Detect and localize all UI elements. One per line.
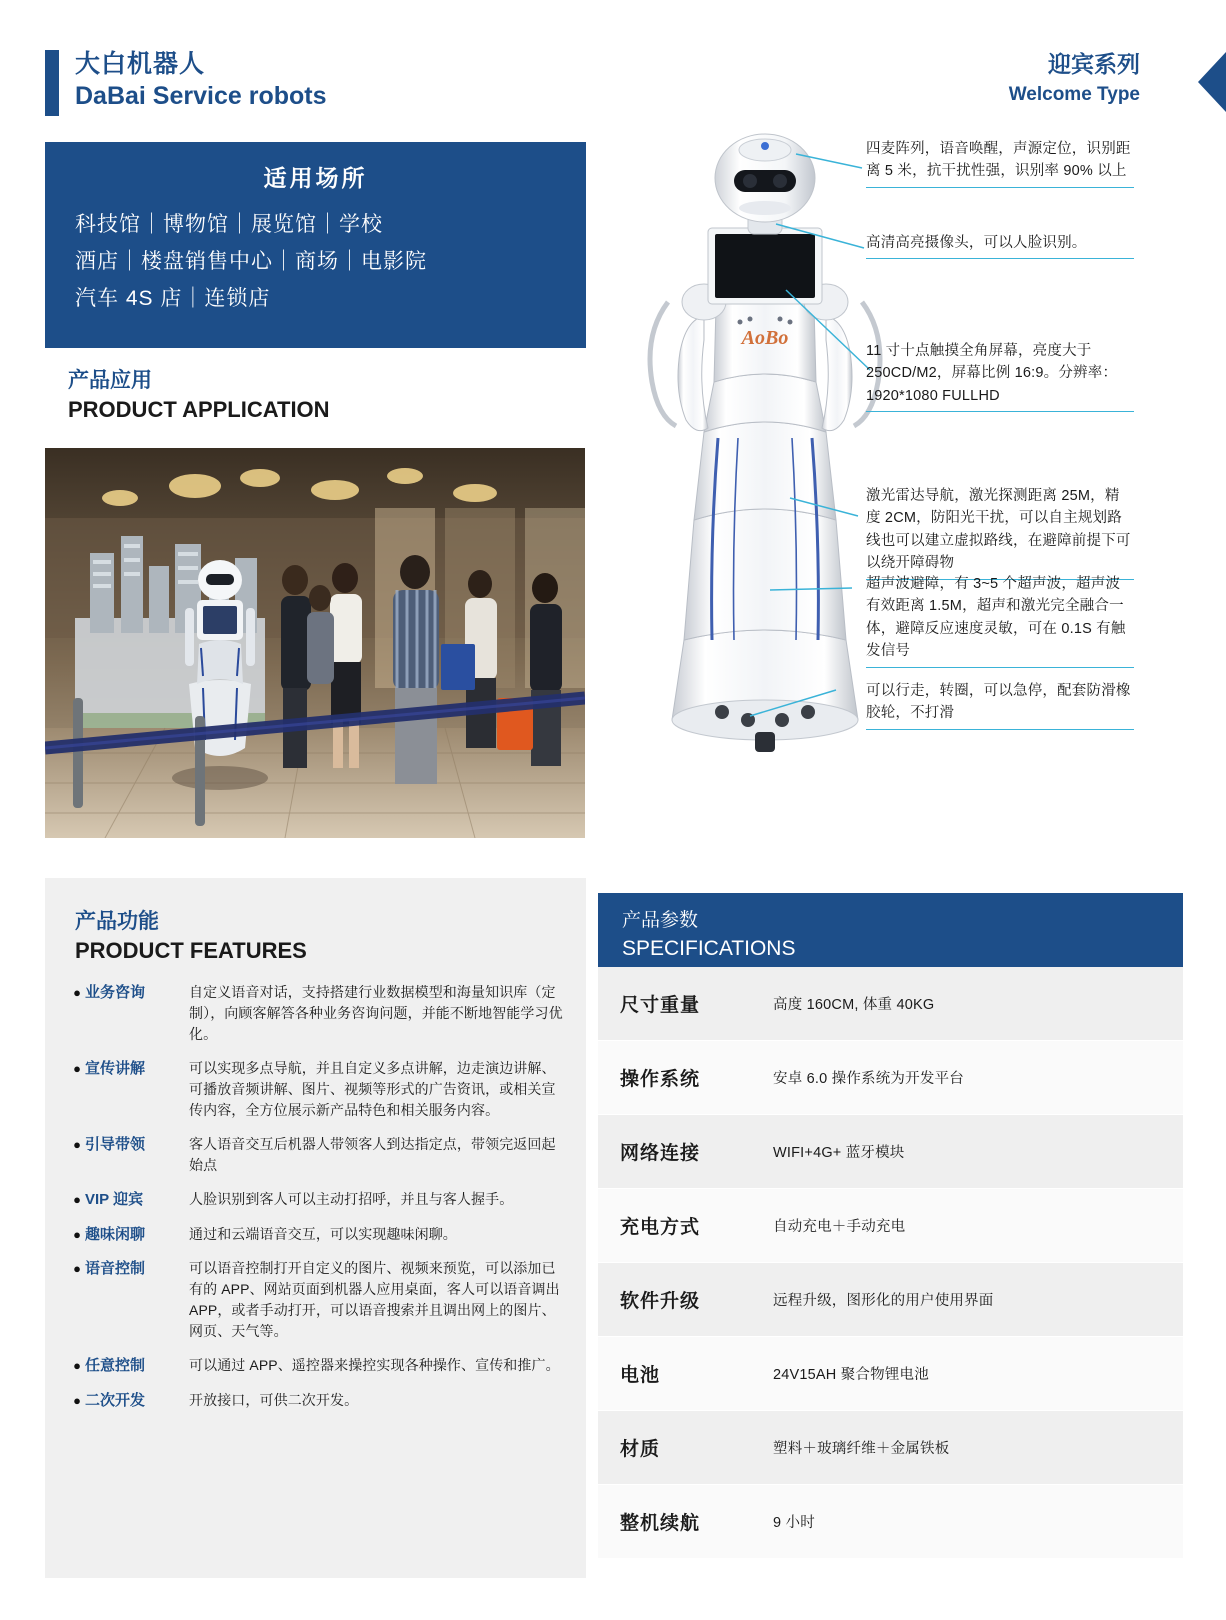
venue-line-1: 科技馆｜博物馆｜展览馆｜学校 bbox=[75, 213, 383, 236]
bullet-icon: ● bbox=[73, 984, 81, 1000]
bullet-icon: ● bbox=[73, 1191, 81, 1207]
callout-screen-rule bbox=[866, 411, 1134, 412]
feature-description: 可以语音控制打开自定义的图片、视频来预览，可以添加已有的 APP、网站页面到机器人应用桌面，客人可以语音调出 APP，或者手动打开，可以语音搜索并且调出网上的图片、网页、天气等。 bbox=[189, 1260, 560, 1340]
feature-item bbox=[69, 1224, 564, 1246]
feature-name: 趣味闲聊 bbox=[85, 1225, 146, 1243]
specifications-panel bbox=[598, 893, 1183, 1583]
feature-name: 任意控制 bbox=[85, 1357, 146, 1375]
spec-value: 塑料＋玻璃纤维＋金属铁板 bbox=[773, 1441, 950, 1457]
feature-name: 引导带领 bbox=[85, 1135, 146, 1153]
callout-ultrasonic-rule bbox=[866, 667, 1134, 668]
callout-ultrasonic bbox=[866, 573, 1134, 663]
header-accent-bar bbox=[45, 50, 59, 116]
application-photo bbox=[45, 448, 585, 838]
feature-name: 语音控制 bbox=[85, 1260, 146, 1278]
bullet-icon: ● bbox=[73, 1393, 81, 1409]
feature-description: 可以实现多点导航，并且自定义多点讲解，边走演边讲解、可播放音频讲解、图片、视频等形式的广告资讯，或相关宣传内容，全方位展示新产品特色和相关服务内容。 bbox=[189, 1059, 556, 1118]
spec-label: 软件升级 bbox=[620, 1291, 701, 1312]
callout-microphone-text: 四麦阵列，语音唤醒，声源定位，识别距离 5 米，抗干扰性强，识别率 90% 以上 bbox=[866, 141, 1131, 180]
robot-brand-label: AoBo bbox=[741, 327, 789, 349]
product-application-heading bbox=[68, 368, 330, 425]
spec-value: 安卓 6.0 操作系统为开发平台 bbox=[773, 1071, 964, 1087]
feature-description: 可以通过 APP、遥控器来操控实现各种操作、宣传和推广。 bbox=[189, 1357, 560, 1374]
specifications-title-cn: 产品参数 bbox=[622, 910, 699, 931]
feature-name: 二次开发 bbox=[85, 1392, 146, 1410]
specifications-table bbox=[598, 967, 1183, 1559]
series-badge bbox=[1009, 50, 1180, 107]
bullet-icon: ● bbox=[73, 1060, 81, 1076]
feature-description: 人脸识别到客人可以主动打招呼，并且与客人握手。 bbox=[189, 1190, 514, 1207]
spec-value: WIFI+4G+ 蓝牙模块 bbox=[773, 1145, 905, 1161]
series-title-en: Welcome Type bbox=[1008, 83, 1140, 105]
callout-camera-rule bbox=[866, 258, 1134, 259]
feature-description: 客人语音交互后机器人带领客人到达指定点，带领完返回起始点 bbox=[189, 1135, 556, 1173]
feature-item bbox=[69, 1058, 564, 1121]
spec-label: 整机续航 bbox=[620, 1513, 701, 1534]
feature-item bbox=[69, 1390, 564, 1412]
feature-item bbox=[69, 982, 564, 1045]
feature-item bbox=[69, 1189, 564, 1211]
specifications-title-en: SPECIFICATIONS bbox=[622, 936, 796, 960]
callout-microphone-rule bbox=[866, 187, 1134, 188]
venue-line-3: 汽车 4S 店｜连锁店 bbox=[75, 286, 271, 310]
spec-row bbox=[598, 967, 1183, 1041]
callout-screen-text: 11 寸十点触摸全角屏幕，亮度大于 250CD/M2，屏幕比例 16:9。分辨率：1920*1080 FULLHD bbox=[866, 343, 1118, 404]
feature-description: 开放接口，可供二次开发。 bbox=[189, 1392, 359, 1409]
series-title-cn: 迎宾系列 bbox=[1048, 51, 1140, 77]
feature-name: 业务咨询 bbox=[85, 983, 146, 1001]
spec-value: 远程升级，图形化的用户使用界面 bbox=[773, 1293, 994, 1309]
feature-name: 宣传讲解 bbox=[85, 1059, 146, 1077]
callout-wheels-text: 可以行走，转圈，可以急停，配套防滑橡胶轮，不打滑 bbox=[866, 683, 1131, 722]
product-features-title-cn: 产品功能 bbox=[75, 910, 159, 933]
feature-description: 自定义语音对话，支持搭建行业数据模型和海量知识库（定制），向顾客解答各种业务咨询问题，并能不断地智能学习优化。 bbox=[189, 983, 563, 1042]
callout-camera-text: 高清高亮摄像头，可以人脸识别。 bbox=[866, 235, 1087, 251]
callout-lidar bbox=[866, 485, 1134, 575]
venue-line-2: 酒店｜楼盘销售中心｜商场｜电影院 bbox=[75, 249, 427, 273]
page-header bbox=[45, 50, 327, 116]
spec-label: 充电方式 bbox=[620, 1217, 701, 1238]
bullet-icon: ● bbox=[73, 1226, 81, 1242]
callout-screen bbox=[866, 340, 1134, 407]
callout-wheels-rule bbox=[866, 729, 1134, 730]
spec-value: 24V15AH 聚合物锂电池 bbox=[773, 1367, 929, 1383]
specifications-heading bbox=[598, 893, 1183, 967]
product-application-title-en: PRODUCT APPLICATION bbox=[68, 397, 330, 423]
product-features-panel bbox=[45, 878, 586, 1578]
robot-illustration bbox=[600, 120, 930, 760]
venue-title: 适用场所 bbox=[263, 165, 368, 191]
spec-label: 电池 bbox=[620, 1365, 661, 1386]
callout-ultrasonic-text: 超声波避障，有 3~5 个超声波，超声波有效距离 1.5M，超声和激光完全融合一体，避障反应速度灵敏，可在 0.1S 有触发信号 bbox=[866, 576, 1126, 660]
feature-description: 通过和云端语音交互，可以实现趣味闲聊。 bbox=[189, 1225, 457, 1242]
spec-value: 高度 160CM, 体重 40KG bbox=[773, 997, 935, 1013]
venue-panel bbox=[45, 142, 586, 348]
page-title-en: DaBai Service robots bbox=[75, 81, 327, 110]
feature-name: VIP 迎宾 bbox=[85, 1190, 144, 1208]
feature-item bbox=[69, 1355, 564, 1377]
bullet-icon: ● bbox=[73, 1136, 81, 1152]
spec-label: 尺寸重量 bbox=[620, 995, 701, 1016]
bullet-icon: ● bbox=[73, 1358, 81, 1374]
spec-row bbox=[598, 1263, 1183, 1337]
spec-value: 9 小时 bbox=[773, 1515, 815, 1531]
callout-wheels bbox=[866, 680, 1134, 725]
feature-item bbox=[69, 1258, 564, 1342]
spec-label: 网络连接 bbox=[620, 1143, 701, 1164]
spec-row bbox=[598, 1411, 1183, 1485]
callout-lidar-text: 激光雷达导航，激光探测距离 25M，精度 2CM，防阳光干扰，可以自主规划路线也可以建立虚拟路线，在避障前提下可以绕开障碍物 bbox=[866, 488, 1131, 572]
spec-row bbox=[598, 1041, 1183, 1115]
product-application-title-cn: 产品应用 bbox=[68, 369, 152, 392]
product-features-list bbox=[45, 982, 586, 1412]
feature-item bbox=[69, 1134, 564, 1176]
product-features-title-en: PRODUCT FEATURES bbox=[75, 938, 307, 964]
spec-label: 操作系统 bbox=[620, 1069, 701, 1090]
product-features-heading bbox=[45, 878, 586, 966]
spec-row bbox=[598, 1189, 1183, 1263]
callout-microphone bbox=[866, 138, 1134, 183]
series-arrow-icon bbox=[1198, 52, 1226, 112]
callout-camera bbox=[866, 232, 1134, 254]
spec-label: 材质 bbox=[620, 1439, 661, 1460]
spec-row bbox=[598, 1485, 1183, 1559]
page-title-cn: 大白机器人 bbox=[75, 50, 206, 78]
bullet-icon: ● bbox=[73, 1261, 81, 1277]
spec-row bbox=[598, 1115, 1183, 1189]
spec-value: 自动充电＋手动充电 bbox=[773, 1219, 906, 1235]
spec-row bbox=[598, 1337, 1183, 1411]
